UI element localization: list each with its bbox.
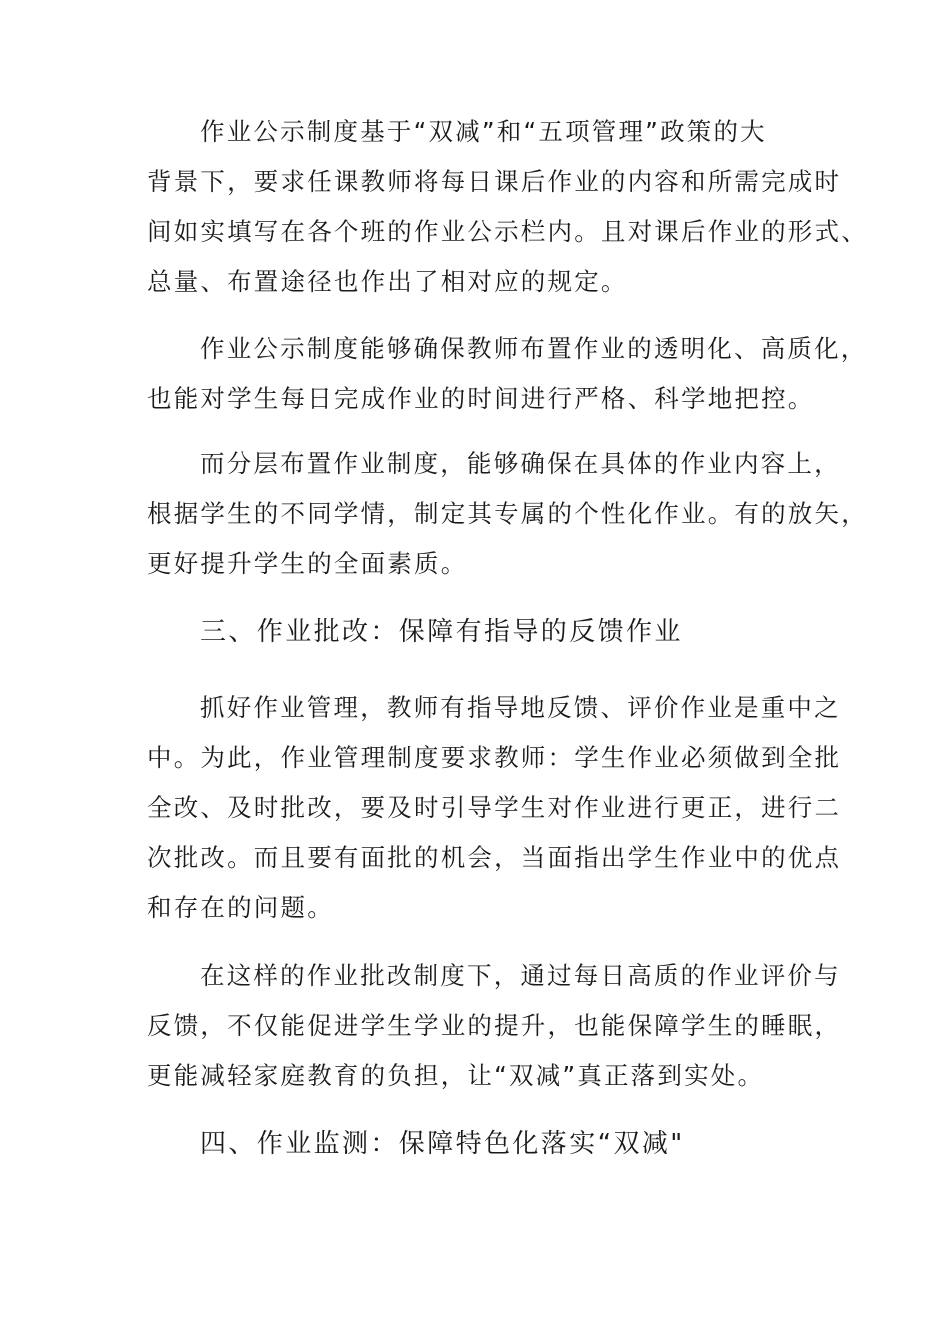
paragraph-1-line-3: 间如实填写在各个班的作业公示栏内。且对课后作业的形式、 <box>147 217 868 246</box>
paragraph-1-line-4: 总量、布置途径也作出了相对应的规定。 <box>147 267 628 296</box>
paragraph-4-line-4: 次批改。而且要有面批的机会，当面指出学生作业中的优点 <box>147 843 842 872</box>
paragraph-4-line-3: 全改、及时批改，要及时引导学生对作业进行更正，进行二 <box>147 793 842 822</box>
paragraph-4-line-2: 中。为此，作业管理制度要求教师：学生作业必须做到全批 <box>147 743 842 772</box>
paragraph-1-line-2: 背景下，要求任课教师将每日课后作业的内容和所需完成时 <box>147 167 842 196</box>
section-heading-3: 三、作业批改：保障有指导的反馈作业 <box>200 617 683 647</box>
paragraph-5-line-1: 在这样的作业批改制度下，通过每日高质的作业评价与 <box>200 961 841 990</box>
section-heading-4: 四、作业监测：保障特色化落实“双减" <box>200 1129 685 1159</box>
paragraph-5-line-3: 更能减轻家庭教育的负担，让“双减”真正落到实处。 <box>147 1061 765 1090</box>
paragraph-2-line-2: 也能对学生每日完成作业的时间进行严格、科学地把控。 <box>147 384 815 413</box>
paragraph-4-line-5: 和存在的问题。 <box>147 893 334 922</box>
paragraph-5-line-2: 反馈，不仅能促进学生学业的提升，也能保障学生的睡眠， <box>147 1011 842 1040</box>
paragraph-3-line-1: 而分层布置作业制度，能够确保在具体的作业内容上， <box>200 449 841 478</box>
paragraph-3-line-3: 更好提升学生的全面素质。 <box>147 549 468 578</box>
paragraph-2-line-1: 作业公示制度能够确保教师布置作业的透明化、高质化， <box>200 334 868 363</box>
paragraph-4-line-1: 抓好作业管理，教师有指导地反馈、评价作业是重中之 <box>200 693 841 722</box>
paragraph-3-line-2: 根据学生的不同学情，制定其专属的个性化作业。有的放矢， <box>147 499 868 528</box>
paragraph-1-line-1: 作业公示制度基于“双减”和“五项管理”政策的大 <box>200 117 767 146</box>
